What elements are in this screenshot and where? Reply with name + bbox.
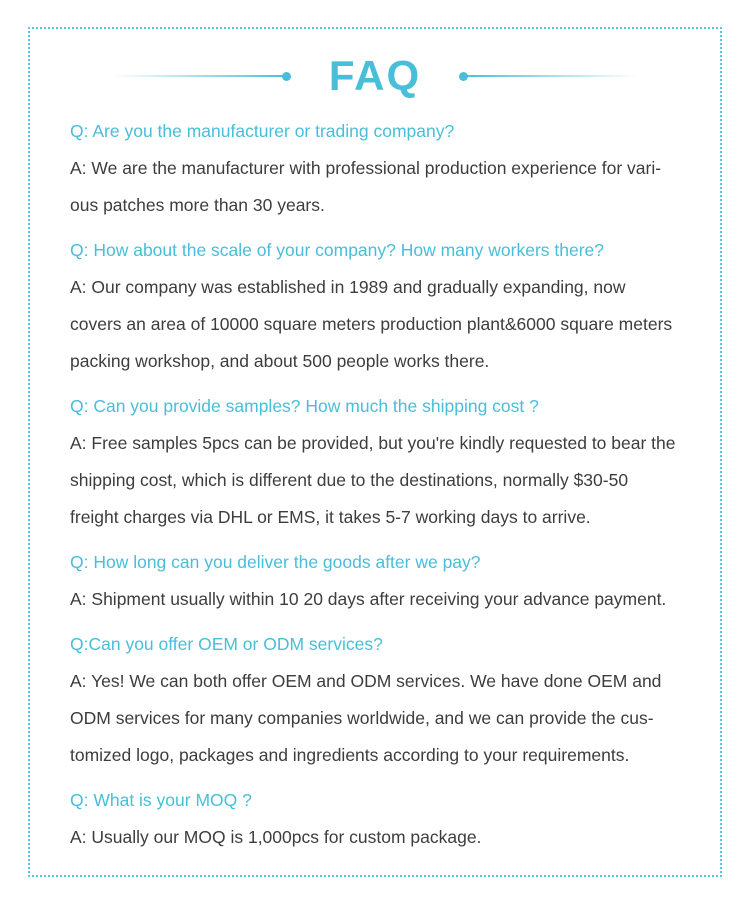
line-end-dot-icon — [459, 72, 468, 81]
faq-answer — [70, 663, 710, 774]
faq-answer-line: A: Shipment usually within 10 20 days after receiving your advance payment. — [70, 589, 667, 609]
faq-answer-line: A: Free samples 5pcs can be provided, but you're kindly requested to bear the — [70, 433, 676, 453]
faq-answer-line: A: Usually our MOQ is 1,000pcs for custom package. — [70, 827, 482, 847]
faq-answer — [70, 425, 710, 536]
faq-list — [30, 113, 720, 856]
faq-question: Q: Can you provide samples? How much the shipping cost ? — [70, 396, 539, 416]
faq-answer-line: freight charges via DHL or EMS, it takes 5-7 working days to arrive. — [70, 507, 591, 527]
dotted-border-frame — [28, 27, 722, 877]
faq-answer-line: covers an area of 10000 square meters production plant&6000 square meters — [70, 314, 673, 334]
faq-question: Q:Can you offer OEM or ODM services? — [70, 634, 383, 654]
title-row — [30, 51, 720, 101]
faq-answer-line: packing workshop, and about 500 people works there. — [70, 351, 490, 371]
faq-question: Q: How about the scale of your company? How many workers there? — [70, 240, 604, 260]
faq-answer-line: A: We are the manufacturer with professional production experience for vari- — [70, 158, 662, 178]
faq-answer — [70, 581, 710, 618]
faq-item — [70, 388, 710, 536]
faq-answer-line: shipping cost, which is different due to the destinations, normally $30-50 — [70, 470, 629, 490]
title-left-line — [112, 75, 287, 77]
faq-item — [70, 113, 710, 224]
page-title: FAQ — [328, 52, 422, 99]
faq-item — [70, 782, 710, 856]
faq-answer-line: A: Yes! We can both offer OEM and ODM services. We have done OEM and — [70, 671, 662, 691]
faq-answer-line: ODM services for many companies worldwide, and we can provide the cus- — [70, 708, 654, 728]
faq-answer — [70, 269, 710, 380]
faq-answer-line: ous patches more than 30 years. — [70, 195, 325, 215]
faq-question: Q: Are you the manufacturer or trading company? — [70, 121, 455, 141]
faq-item — [70, 626, 710, 774]
faq-answer-line: tomized logo, packages and ingredients according to your requirements. — [70, 745, 630, 765]
faq-answer — [70, 819, 710, 856]
faq-item — [70, 544, 710, 618]
title-right-line — [463, 75, 638, 77]
line-end-dot-icon — [282, 72, 291, 81]
faq-answer-line: A: Our company was established in 1989 and gradually expanding, now — [70, 277, 626, 297]
faq-answer — [70, 150, 710, 224]
faq-question: Q: How long can you deliver the goods after we pay? — [70, 552, 481, 572]
faq-item — [70, 232, 710, 380]
faq-question: Q: What is your MOQ ? — [70, 790, 252, 810]
